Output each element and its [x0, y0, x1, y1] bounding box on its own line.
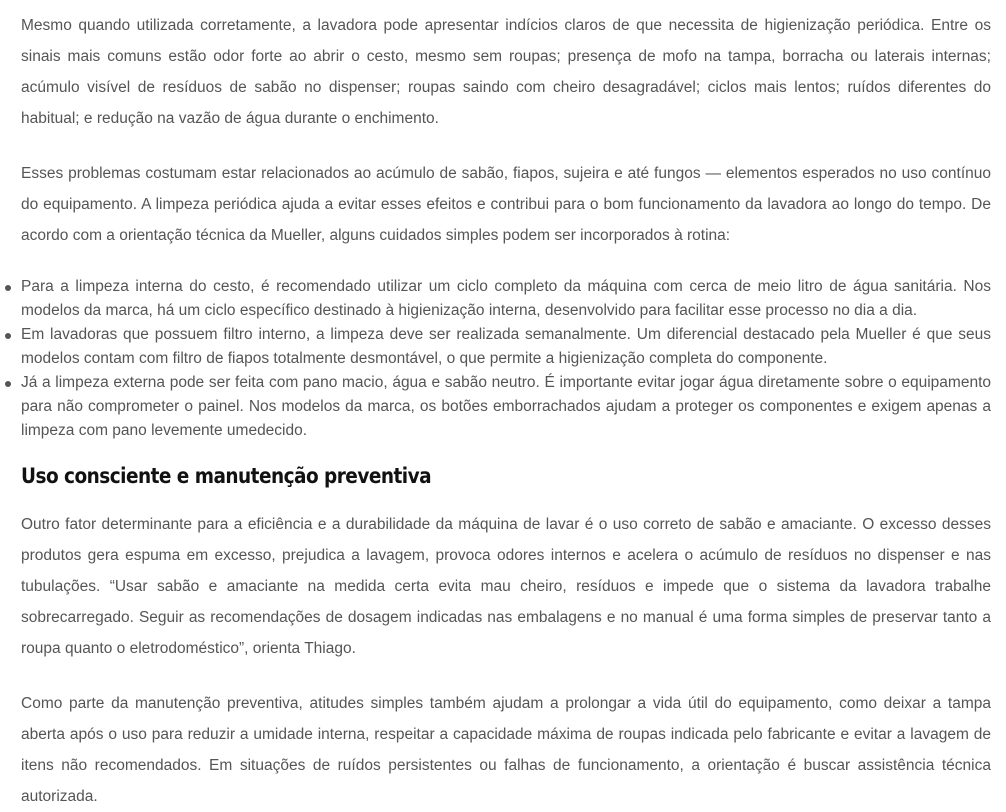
list-item: Em lavadoras que possuem filtro interno, a limpeza deve ser realizada semanalmente. Um diferencial destacado pela Mueller é que seus modelos contam com filtro de fiapos totalmente desmontável, o que permite a higienização completa do componente. — [21, 323, 991, 371]
paragraph-maintenance: Como parte da manutenção preventiva, atitudes simples também ajudam a prolongar a vida útil do equipamento, como deixar a tampa aberta após o uso para reduzir a umidade interna, respeitar a capacidade máxima de roupas indicada pelo fabricante e evitar a lavagem de itens não recomendados. Em situações de ruídos persistentes ou falhas de funcionamento, a orientação é buscar assistência técnica autorizada. — [21, 695, 991, 805]
list-item: Para a limpeza interna do cesto, é recomendado utilizar um ciclo completo da máquina com cerca de meio litro de água sanitária. Nos modelos da marca, há um ciclo específico destinado à higienização interna, desenvolvido para facilitar esse processo no dia a dia. — [21, 275, 991, 323]
section-body — [21, 509, 991, 812]
paragraph-causes: Esses problemas costumam estar relacionados ao acúmulo de sabão, fiapos, sujeira e até fungos — elementos esperados no uso contínuo do equipamento. A limpeza periódica ajuda a evitar esses efeitos e contribui para o bom funcionamento da lavadora ao longo do tempo. De acordo com a orientação técnica da Mueller, alguns cuidados simples podem ser incorporados à rotina: — [21, 165, 991, 244]
article-body — [21, 10, 991, 812]
paragraph-signs: Mesmo quando utilizada corretamente, a lavadora pode apresentar indícios claros de que necessita de higienização periódica. Entre os sinais mais comuns estão odor forte ao abrir o cesto, mesmo sem roupas; presença de mofo na tampa, borracha ou laterais internas; acúmulo visível de resíduos de sabão no dispenser; roupas saindo com cheiro desagradável; ciclos mais lentos; ruídos diferentes do habitual; e redução na vazão de água durante o enchimento. — [21, 17, 991, 127]
section-heading: Uso consciente e manutenção preventiva — [21, 464, 432, 488]
list-item: Já a limpeza externa pode ser feita com pano macio, água e sabão neutro. É importante evitar jogar água diretamente sobre o equipamento para não comprometer o painel. Nos modelos da marca, os botões emborrachados ajudam a proteger os componentes e exigem apenas a limpeza com pano levemente umedecido. — [21, 371, 991, 443]
paragraph-dosage: Outro fator determinante para a eficiência e a durabilidade da máquina de lavar é o uso correto de sabão e amaciante. O excesso desses produtos gera espuma em excesso, prejudica a lavagem, provoca odores internos e acelera o acúmulo de resíduos no dispenser e nas tubulações. “Usar sabão e amaciante na medida certa evita mau cheiro, resíduos e impede que o sistema da lavadora trabalhe sobrecarregado. Seguir as recomendações de dosagem indicadas nas embalagens e no manual é uma forma simples de preservar tanto a roupa quanto o eletrodoméstico”, orienta Thiago. — [21, 516, 991, 657]
care-tips-list — [21, 275, 991, 443]
